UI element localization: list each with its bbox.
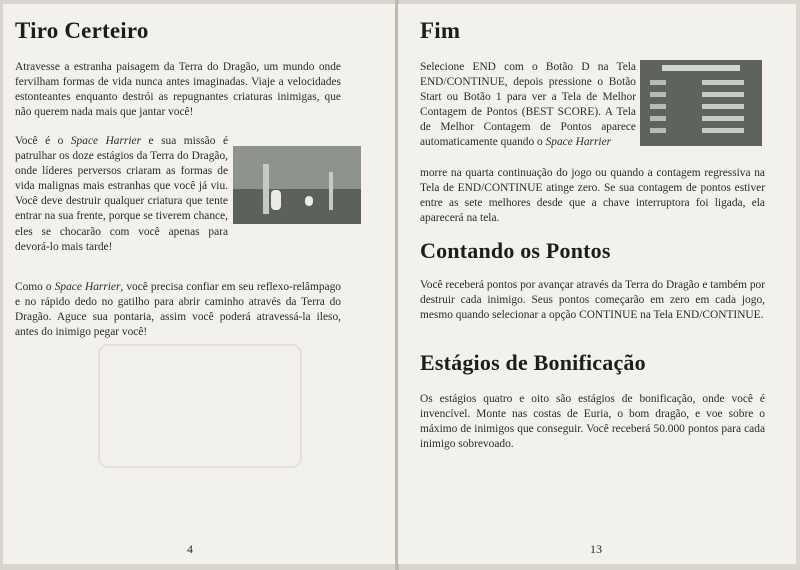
gameplay-screenshot <box>233 146 361 224</box>
score-row <box>650 116 752 122</box>
score-header <box>662 65 740 71</box>
reflex-paragraph <box>15 280 341 340</box>
reflex-text-b: , você precisa confiar em seu reflexo-relâmpago e no rápido dedo no gatilho para abrir caminho através da Terra do Dragão. Aguce sua pontaria, assim você poderá atravessá-la ileso, antes do inimigo pegar você! <box>15 281 341 339</box>
score-row <box>650 80 752 86</box>
screenshot-ground <box>233 189 361 224</box>
score-row <box>650 92 752 98</box>
bleed-through-box <box>98 344 302 468</box>
mission-text-em: Space Harrier <box>70 135 142 147</box>
score-row <box>650 128 752 134</box>
mission-paragraph <box>15 134 228 255</box>
page-number-left: 4 <box>187 542 193 556</box>
screenshot-hero <box>271 190 281 210</box>
intro-paragraph: Atravesse a estranha paisagem da Terra do Dragão, um mundo onde fervilham formas de vida nunca antes imaginadas. Viaje a velocidades estonteantes enquanto destrói as repugnantes criaturas inimigas, que não querem nada mais que jantar você! <box>15 61 341 119</box>
screenshot-pillar <box>263 164 269 214</box>
section-title-bonificacao: Estágios de Bonificação <box>420 350 646 375</box>
screenshot-sky <box>233 146 361 189</box>
section-title-fim: Fim <box>420 18 461 43</box>
reflex-text-a: Como o <box>15 281 55 293</box>
reflex-text-em: Space Harrier <box>54 281 121 293</box>
screenshot-enemy <box>305 196 313 206</box>
contando-paragraph: Você receberá pontos por avançar através da Terra do Dragão e também por destruir cada inimigo. Seus pontos começarão em zero em cada jogo, mesmo quando selecionar a opção CONTINUE na Tela END/CONTINUE. <box>420 279 765 322</box>
section-title-tiro-certeiro: Tiro Certeiro <box>15 18 149 43</box>
page-number-right: 13 <box>590 542 602 556</box>
right-page <box>398 4 796 564</box>
fim-text-em: Space Harrier <box>545 136 612 149</box>
fim-text-a: Selecione END com o Botão D na Tela END/CONTINUE, depois pressione o Botão Start ou Botão 1 para ver a Tela de Melhor Contagem de Pontos (BEST SCORE). A Tela de Melhor Contagem de Pontos aparece automaticamente quando o <box>420 61 636 149</box>
mission-text-a: Você é o <box>15 135 71 147</box>
fim-paragraph-bottom: morre na quarta continuação do jogo ou quando a contagem regressiva na Tela de END/CONTINUE atinge zero. Se sua contagem de pontos estiver entre as sete melhores desde que a chave interruptora foi ligada, ela aparecerá na tela. <box>420 167 765 225</box>
score-row <box>650 104 752 110</box>
mission-text-b: e sua missão é patrulhar os doze estágios da Terra do Dragão, onde líderes perversos criaram as formas de vida malignas mais estranhas que você já viu. Você deve destruir qualquer criatura que tente entrar na sua frente, porque se tiverem chance, eles se chocarão com você apenas para devorá-lo mais tarde! <box>15 135 228 253</box>
left-page <box>3 4 396 564</box>
best-score-screenshot <box>640 60 762 146</box>
screenshot-pillar <box>329 172 333 210</box>
fim-paragraph-top <box>420 60 636 151</box>
section-title-contando: Contando os Pontos <box>420 238 611 263</box>
bonificacao-paragraph: Os estágios quatro e oito são estágios de bonificação, onde você é invencível. Monte nas costas de Euria, o bom dragão, e voe sobre o máximo de inimigos que conseguir. Você receberá 50.000 pontos para cada inimigo sobrevoado. <box>420 393 765 451</box>
